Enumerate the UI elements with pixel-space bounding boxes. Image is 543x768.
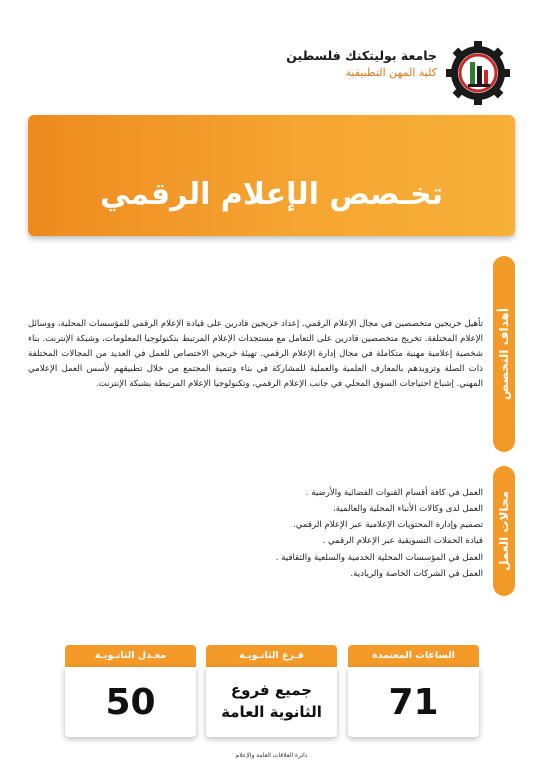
secondary-average-number: 50	[105, 681, 156, 723]
goals-tab-label: أهداف التخصص	[497, 308, 511, 400]
goals-section-tab	[493, 256, 515, 452]
list-item: العمل في كافة أقسام القنوات الفضائية والأرضية .	[305, 488, 483, 498]
list-item: العمل في الشركات الخاصة والريادية.	[350, 568, 483, 579]
list-item: تصميم وإدارة المحتويات الإعلامية عبر الإعلام الرقمي.	[293, 520, 483, 531]
college-name: كلية المهن التطبيقية	[345, 66, 437, 79]
secondary-branch-value	[206, 667, 337, 737]
credit-hours-number: 71	[388, 681, 439, 723]
secondary-average-label: معـدل الثانـويـة	[65, 645, 196, 667]
footer-credit: دائرة العلاقات العامة والإعلام	[235, 752, 308, 759]
goals-paragraph: تأهيل خريجين متخصصين في مجال الإعلام الرقمي. إعداد خريجين قادرين على قيادة الإعلام الرقمي للمؤسسات المحلية، ووسائل الإعلام المختلفة. تخريج متخصصين قادرين على التعامل مع مستجدات الإعلام المرتبط بتكنولوجيا المعلومات، وشبكة الإنترنت. بناء شخصية إعلامية مهنية متكاملة في مجال إدارة الإعلام الرقمي. تهيئة خريجي الاختصاص للعمل في العديد من المجالات المختلفة ذات الصلة وتزويدهم بالمعارف العلمية والعملية للمشاركة في بناء وتنمية المجتمع من خلال تطبيقهم لأسس العمل الإعلامي المهني. إشباع احتياجات السوق المحلي في جانب الإعلام الرقمي، وتكنولوجيا الإعلام المرتبطة بشبكة الإنترنت.	[28, 319, 483, 390]
title-banner	[28, 115, 515, 236]
work-fields-list	[163, 485, 483, 582]
credit-hours-value	[348, 667, 479, 737]
secondary-average-value	[65, 667, 196, 737]
list-item: قيادة الحملات التسويقية عبر الإعلام الرقمي .	[322, 536, 483, 547]
institution-header	[286, 48, 437, 79]
credit-hours-label: الساعات المعتمدة	[348, 645, 479, 667]
secondary-branch-line2: الثانوية العامة	[221, 703, 322, 721]
fields-tab-label: مجالات العمل	[497, 491, 511, 571]
list-item: العمل في المؤسسات المحلية الخدمية والسلعية والثقافية .	[275, 552, 483, 563]
page-title: تخـصص الإعلام الرقمي	[100, 177, 443, 212]
fields-section-tab	[493, 466, 515, 596]
university-name: جامعة بوليتكنك فلسطين	[286, 48, 437, 63]
university-logo	[443, 38, 513, 108]
secondary-branch-label: فـرع الثانـويـة	[206, 645, 337, 667]
secondary-branch-line1: جميع فروع	[230, 681, 313, 700]
list-item: العمل لدى وكالات الأنباء المحلية والعالمية.	[333, 504, 483, 515]
